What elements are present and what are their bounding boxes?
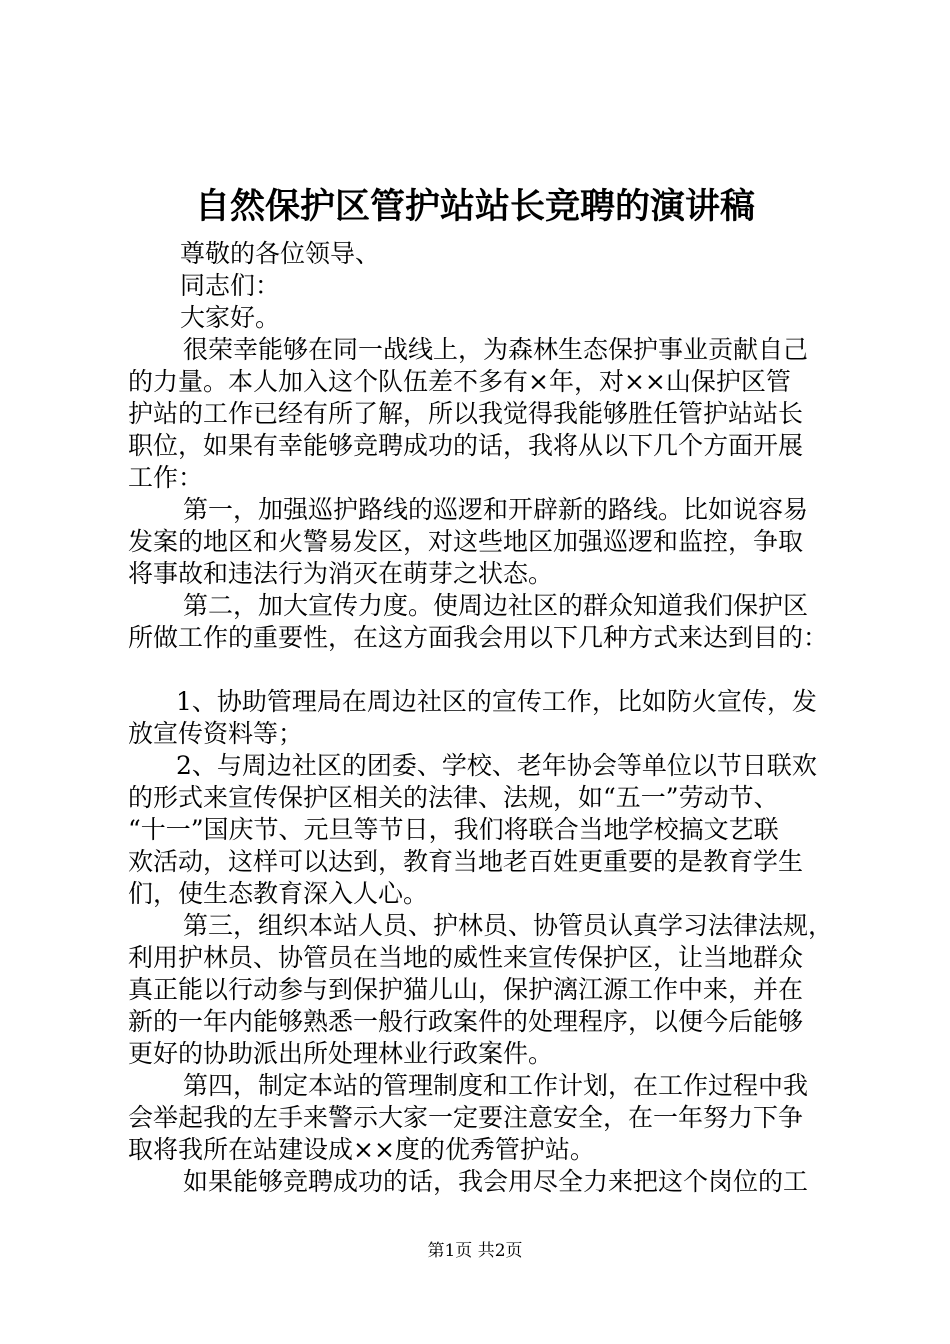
document-title: 自然保护区管护站站长竞聘的演讲稿 <box>194 186 755 227</box>
text-line: 如果能够竞聘成功的话，我会用尽全力来把这个岗位的工 <box>183 1167 809 1196</box>
text-line: 会举起我的左手来警示大家一定要注意安全，在一年努力下争 <box>128 1103 804 1132</box>
text-line: 大家好。 <box>180 303 281 332</box>
text-line: 真正能以行动参与到保护猫儿山，保护漓江源工作中来，并在 <box>128 975 804 1004</box>
text-line: 同志们： <box>180 271 281 300</box>
text-line: 2、与周边社区的团委、学校、老年协会等单位以节日联欢 <box>176 751 817 780</box>
blank-line <box>128 654 838 686</box>
text-line: 欢活动，这样可以达到，教育当地老百姓更重要的是教育学生 <box>128 847 804 876</box>
text-line: 的力量。本人加入这个队伍差不多有×年，对××山保护区管 <box>128 367 791 396</box>
text-line: 第一，加强巡护路线的巡逻和开辟新的路线。比如说容易 <box>183 495 809 524</box>
text-line: 尊敬的各位领导、 <box>180 239 381 268</box>
text-line: 新的一年内能够熟悉一般行政案件的处理程序，以便今后能够 <box>128 1007 804 1036</box>
text-line: 的形式来宣传保护区相关的法律、法规，如“五一”劳动节、 <box>128 783 779 812</box>
text-line: 利用护林员、协管员在当地的威性来宣传保护区，让当地群众 <box>128 943 804 972</box>
text-line: 放宣传资料等； <box>128 719 304 748</box>
text-line: 第四，制定本站的管理制度和工作计划，在工作过程中我 <box>183 1071 809 1100</box>
text-line: “十一”国庆节、元旦等节日，我们将联合当地学校搞文艺联 <box>128 815 779 844</box>
text-line: 发案的地区和火警易发区，对这些地区加强巡逻和监控，争取 <box>128 527 804 556</box>
text-line: 将事故和违法行为消灭在萌芽之状态。 <box>128 559 554 588</box>
text-line: 工作： <box>128 463 204 492</box>
document-body <box>128 238 838 1198</box>
text-line: 很荣幸能够在同一战线上，为森林生态保护事业贡献自己 <box>183 335 809 364</box>
text-line: 护站的工作已经有所了解，所以我觉得我能够胜任管护站站长 <box>128 399 804 428</box>
text-line: 所做工作的重要性，在这方面我会用以下几种方式来达到目的： <box>128 623 829 652</box>
text-line: 第二，加大宣传力度。使周边社区的群众知道我们保护区 <box>183 591 809 620</box>
text-line: 更好的协助派出所处理林业行政案件。 <box>128 1039 554 1068</box>
text-line: 职位，如果有幸能够竞聘成功的话，我将从以下几个方面开展 <box>128 431 804 460</box>
text-line: 1、协助管理局在周边社区的宣传工作，比如防火宣传，发 <box>176 687 817 716</box>
text-line: 取将我所在站建设成××度的优秀管护站。 <box>128 1135 595 1164</box>
text-line: 们，使生态教育深入人心。 <box>128 879 429 908</box>
page-footer: 第1页 共2页 <box>427 1241 523 1261</box>
text-line: 第三，组织本站人员、护林员、协管员认真学习法律法规， <box>183 911 834 940</box>
